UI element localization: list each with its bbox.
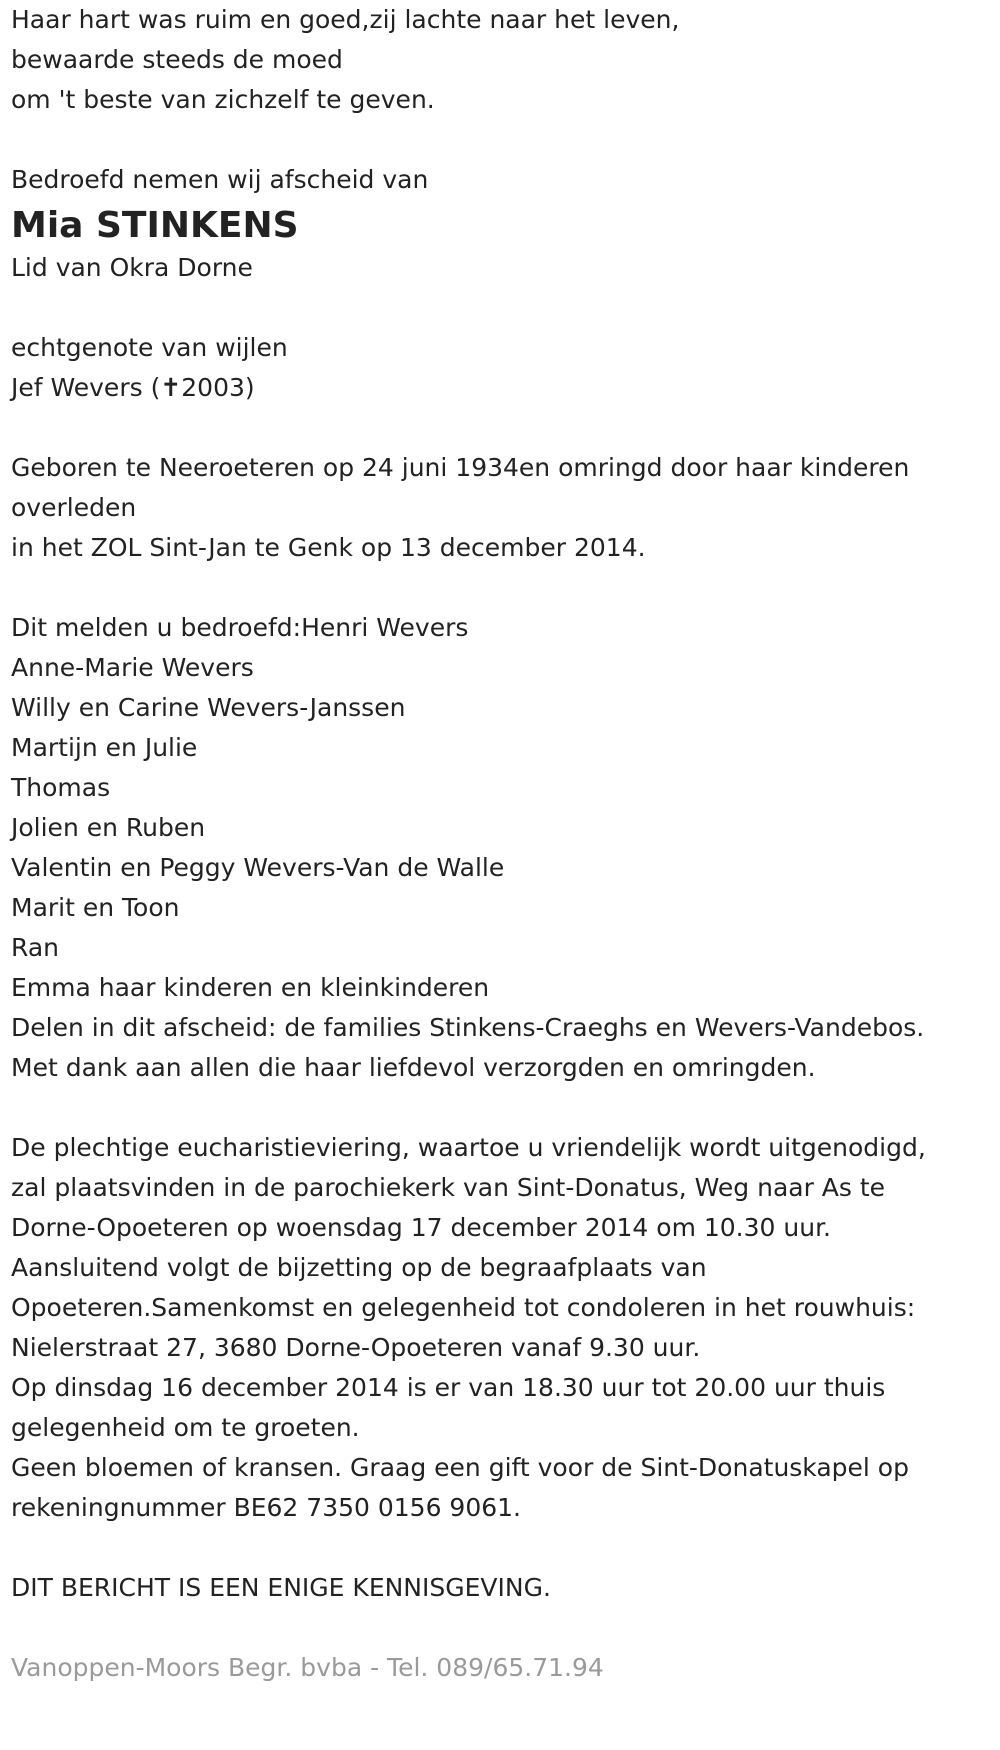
family-line: Emma haar kinderen en kleinkinderen [11, 973, 490, 1002]
family-section [11, 608, 1000, 1088]
spacer [11, 288, 1000, 328]
ceremony-line: Geen bloemen of kransen. Graag een gift voor de Sint-Donatuskapel op [11, 1453, 909, 1482]
spacer [11, 1608, 1000, 1648]
birth-death-section [11, 448, 1000, 568]
spouse-line: Jef Wevers (✝2003) [11, 373, 255, 402]
poem-line: Haar hart was ruim en goed,zij lachte naar het leven, [11, 5, 680, 34]
ceremony-line: zal plaatsvinden in de parochiekerk van Sint-Donatus, Weg naar As te [11, 1173, 886, 1202]
ceremony-line: Opoeteren.Samenkomst en gelegenheid tot condoleren in het rouwhuis: [11, 1293, 916, 1322]
family-line: Martijn en Julie [11, 733, 198, 762]
family-line: Valentin en Peggy Wevers-Van de Walle [11, 853, 505, 882]
family-line: Willy en Carine Wevers-Janssen [11, 693, 406, 722]
ceremony-line: gelegenheid om te groeten. [11, 1413, 360, 1442]
spouse-line: echtgenote van wijlen [11, 333, 288, 362]
ceremony-line: De plechtige eucharistieviering, waartoe u vriendelijk wordt uitgenodigd, [11, 1133, 926, 1162]
ceremony-section [11, 1128, 1000, 1528]
membership-text: Lid van Okra Dorne [11, 253, 253, 282]
poem [11, 0, 1000, 120]
spacer [11, 408, 1000, 448]
deceased-name: Mia STINKENS [11, 205, 299, 246]
poem-line: bewaarde steeds de moed [11, 45, 343, 74]
family-line: Thomas [11, 773, 111, 802]
family-line: Delen in dit afscheid: de families Stinkens-Craeghs en Wevers-Vandebos. [11, 1013, 925, 1042]
birth-death-line: in het ZOL Sint-Jan te Genk op 13 december 2014. [11, 533, 646, 562]
family-line: Marit en Toon [11, 893, 180, 922]
family-line: Met dank aan allen die haar liefdevol verzorgden en omringden. [11, 1053, 816, 1082]
notice-text: DIT BERICHT IS EEN ENIGE KENNISGEVING. [11, 1573, 551, 1602]
family-line: Anne-Marie Wevers [11, 653, 254, 682]
family-line: Dit melden u bedroefd:Henri Wevers [11, 613, 469, 642]
birth-death-line: Geboren te Neeroeteren op 24 juni 1934en omringd door haar kinderen [11, 453, 910, 482]
spouse-section [11, 328, 1000, 408]
ceremony-line: rekeningnummer BE62 7350 0156 9061. [11, 1493, 521, 1522]
poem-line: om 't beste van zichzelf te geven. [11, 85, 435, 114]
spacer [11, 120, 1000, 160]
family-line: Jolien en Ruben [11, 813, 206, 842]
funeral-home-footer: Vanoppen-Moors Begr. bvba - Tel. 089/65.71.94 [11, 1653, 604, 1682]
birth-death-line: overleden [11, 493, 137, 522]
spacer [11, 568, 1000, 608]
spacer [11, 1088, 1000, 1128]
family-line: Ran [11, 933, 59, 962]
ceremony-line: Dorne-Opoeteren op woensdag 17 december 2014 om 10.30 uur. [11, 1213, 832, 1242]
ceremony-line: Nielerstraat 27, 3680 Dorne-Opoeteren vanaf 9.30 uur. [11, 1333, 701, 1362]
intro-text: Bedroefd nemen wij afscheid van [11, 165, 429, 194]
ceremony-line: Aansluitend volgt de bijzetting op de begraafplaats van [11, 1253, 707, 1282]
spacer [11, 1528, 1000, 1568]
ceremony-line: Op dinsdag 16 december 2014 is er van 18.30 uur tot 20.00 uur thuis [11, 1373, 886, 1402]
